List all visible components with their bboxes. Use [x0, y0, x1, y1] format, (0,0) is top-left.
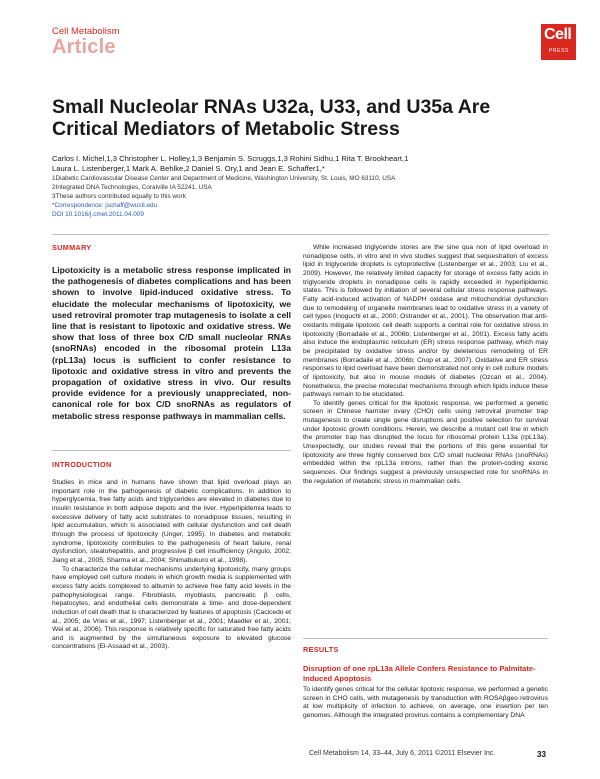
- doi-link[interactable]: DOI 10.1016/j.cmet.2011.04.009: [52, 211, 144, 218]
- logo-text: Cell: [544, 26, 572, 43]
- summary-divider: [52, 450, 291, 451]
- results-subheading: Disruption of one rpL13a Allele Confers Resistance to Palmitate-Induced Apoptosis: [303, 664, 536, 683]
- cell-press-logo: [541, 24, 576, 60]
- paragraph: To identify genes critical for the cellular lipotoxic response, we performed a genetic screen in CHO cells, with mutagenesis by transduction with ROSAβgeo retrovirus at low multiplicity of infection to achieve, on average, one insertion per ten genomes. Although the integrated provirus contains a complementary DNA: [303, 686, 548, 719]
- paragraph: While increased triglyceride stores are the sine qua non of lipid overload in nonadipose cells, in vitro and in vivo studies suggest that sequestration of excess lipid in triglyceride droplets is cytoprotective (Listenberger et al., 2003; Liu et al., 2009). However, the relatively limited capacity for storage of excess fatty acids in triglyceride droplets in nonadipose cells is rapidly exceeded in hyperlipidemic states. This is followed by initiation of several cellular stress response pathways. Fatty acid-induced activation of NADPH oxidase and mitochondrial dysfunction due to remodeling of organelle membranes lead to oxidative stress in a variety of cell types (Inoguchi et al., 2000; Ostrander et al., 2001). The observation that anti-oxidants mitigate lipotoxic cell death supports a central role for oxidative stress in lipotoxicity (Borradaile et al., 2006b; Listenberger et al., 2001). Excess fatty acids also induce the endoplasmic reticulum (ER) stress response pathway, which may be precipitated by oxidative stress and/or by deleterious remodeling of ER membranes (Borradaile et al., 2006b; Cnop et al., 2007). Oxidative and ER stress responses to lipid overload have been demonstrated not only in cell culture models of lipotoxicity, but also in mouse models of diabetes (Ozcan et al., 2004). Nonetheless, the precise molecular mechanisms through which lipids induce these pathways remain to be elucidated.: [303, 244, 548, 399]
- affiliation: 3These authors contributed equally to this work: [52, 193, 186, 200]
- logo-subtext: PRESS: [549, 48, 569, 54]
- introduction-body: [52, 479, 291, 652]
- introduction-heading: INTRODUCTION: [52, 460, 112, 469]
- results-divider: [303, 638, 548, 639]
- summary-text: Lipotoxicity is a metabolic stress response implicated in the pathogenesis of diabetes complications and has been shown to involve lipid-induced oxidative stress. To elucidate the molecular mechanisms of lipotoxicity, we used retroviral promoter trap mutagenesis to isolate a cell line that is resistant to lipotoxic and oxidative stress. We show that loss of three box C/D small nucleolar RNAs (snoRNAs) encoded in the ribosomal protein L13a (rpL13a) locus is sufficient to confer resistance to lipotoxic and oxidative stress in vitro and prevents the propagation of oxidative stress in vivo. Our results provide evidence for a previously unappreciated, non-canonical role for box C/D snoRNAs as regulators of metabolic stress response pathways in mammalian cells.: [52, 265, 291, 421]
- affiliation: 1Diabetic Cardiovascular Disease Center and Department of Medicine, Washington University, St. Louis, MO 63110, USA: [52, 175, 396, 182]
- article-title: Small Nucleolar RNAs U32a, U33, and U35a Are Critical Mediators of Metabolic Stress: [52, 96, 491, 140]
- right-column-body: [303, 244, 548, 486]
- paragraph: To characterize the cellular mechanisms underlying lipotoxicity, many groups have employed cell culture models in which growth media is supplemented with excess fatty acids complexed to albumin to achieve free fatty acid levels in the pathophysiological range. Fibroblasts, myoblasts, pancreatic β cells, hepatocytes, and endothelial cells demonstrate a time- and dose-dependent induction of cell death that is characterized by features of apoptosis (Cacicedo et al., 2005; de Vries et al., 1997; Listenberger et al., 2001; Maedler et al., 2001; Wei et al., 2006). This response is relatively specific for saturated free fatty acids and is augmented by the simultaneous exposure to elevated glucose concentrations (El-Assaad et al., 2003).: [52, 565, 291, 651]
- author-list: [52, 154, 552, 174]
- author-line: Carlos I. Michel,1,3 Christopher L. Holley,1,3 Benjamin S. Scruggs,1,3 Rohini Sidhu,1 Rita T. Brookheart,1: [52, 154, 409, 163]
- paragraph: To identify genes critical for the lipotoxic response, we performed a genetic screen in Chinese hamster ovary (CHO) cells using retroviral promoter trap mutagenesis to create single gene disruptions and positive selection for survival under lipotoxic growth conditions. Herein, we describe a mutant cell line in which the promoter trap has disrupted the locus for ribosomal protein L13a (rpL13a). Unexpectedly, our studies reveal that the portions of this gene essential for lipotoxicity are three highly conserved box C/D small nucleolar RNAs (snoRNAs) embedded within the rpL13a introns, rather than the protein-coding exonic sequences. Our findings suggest a previously unsuspected role for snoRNAs in the regulation of metabolic stress in mammalian cells.: [303, 399, 548, 485]
- journal-name: Cell Metabolism: [52, 26, 120, 37]
- paragraph: Studies in mice and in humans have shown that lipid overload plays an important role in the pathogenesis of diabetic complications. In addition to hyperglycemia, free fatty acids and triglycerides are elevated in diabetes due to insulin resistance in both adipose depots and the liver. Hyperlipidemia leads to excessive delivery of fatty acid substrates to nonadipose tissues, resulting in lipid accumulation, which is associated with cellular dysfunction and cell death through the process of lipotoxicity (Unger, 1995). In diabetes and metabolic syndrome, lipotoxicity contributes to the pathogenesis of heart failure, renal dysfunction, steatohepatitis, and progressive β cell insufficiency (Angulo, 2002; Jiang et al., 2005; Sharma et al., 2004; Shimabukuro et al., 1998).: [52, 479, 291, 564]
- header-divider: [52, 234, 549, 235]
- correspondence-link[interactable]: *Correspondence: jschaff@wustl.edu: [52, 202, 158, 209]
- affiliation: 2Integrated DNA Technologies, Coralville IA 52241, USA: [52, 184, 212, 191]
- footer-citation: Cell Metabolism 14, 33–44, July 6, 2011 ©2011 Elsevier Inc.: [309, 750, 496, 757]
- author-line: Laura L. Listenberger,1 Mark A. Behlke,2 Daniel S. Ory,1 and Jean E. Schaffer1,*: [52, 164, 325, 173]
- results-body: [303, 686, 548, 721]
- summary-heading: SUMMARY: [52, 243, 92, 252]
- results-heading: RESULTS: [303, 645, 339, 654]
- article-type: Article: [52, 36, 116, 58]
- page-number: 33: [537, 750, 546, 759]
